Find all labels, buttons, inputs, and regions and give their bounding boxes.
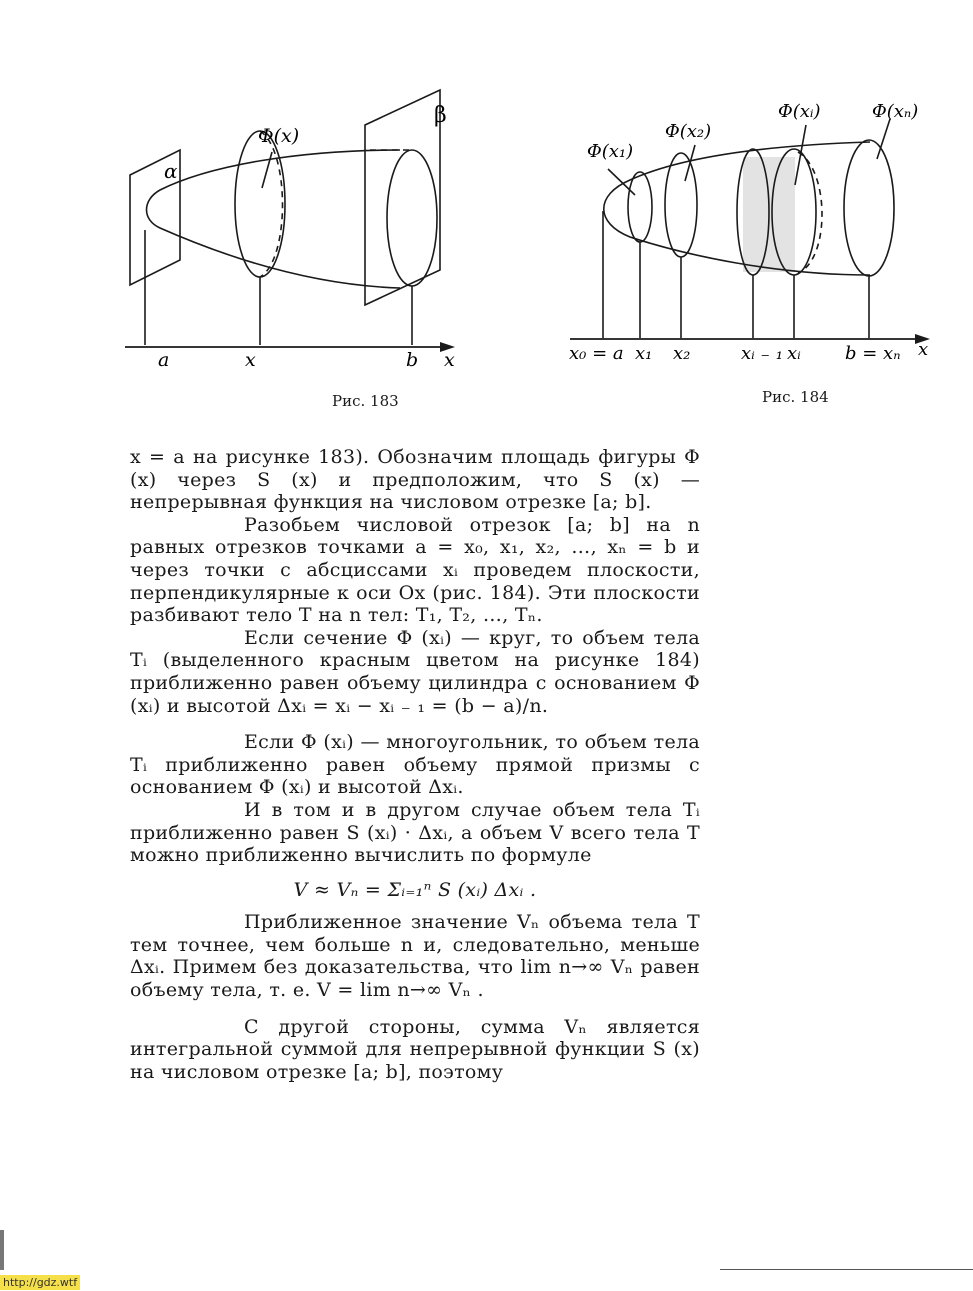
figure-183: [100, 80, 480, 380]
figure-184: [565, 95, 945, 375]
label-phi-xn: Φ(xₙ): [872, 101, 919, 122]
label-phi-xi: Φ(xᵢ): [778, 101, 821, 122]
tick-xi: xᵢ: [787, 343, 801, 364]
paragraph-3: Если сечение Φ (xᵢ) — круг, то объем тела Tᵢ (выделенного красным цветом на рисунке 184) приближенно равен объему цилиндра с основанием Φ (xᵢ) и высотой Δxᵢ = xᵢ − xᵢ ₋ ₁ = (b − a)/n.: [130, 626, 700, 717]
tick-x: x: [245, 349, 256, 371]
label-alpha: α: [164, 159, 178, 183]
tick-x0-a: x₀ = a: [569, 343, 624, 364]
paragraph-1: x = a на рисунке 183). Обозначим площадь фигуры Φ (x) через S (x) и предположим, что S (x) — непрерывная функция на числовом отрезке [a; b].: [130, 446, 700, 514]
label-phi-x1: Φ(x₁): [587, 141, 634, 162]
tick-a: a: [158, 349, 170, 371]
caption-184: Рис. 184: [762, 388, 829, 406]
section-x1: [628, 172, 652, 242]
section-xn: [844, 140, 894, 276]
plane-beta: [365, 90, 440, 305]
paragraph-4: Если Φ (xᵢ) — многоугольник, то объем тела Tᵢ приближенно равен объему прямой призмы с основанием Φ (xᵢ) и высотой Δxᵢ.: [130, 731, 700, 799]
section-x2: [665, 153, 697, 257]
bottom-rule: [720, 1269, 973, 1270]
scan-edge: [0, 1230, 4, 1270]
tick-b-xn: b = xₙ: [845, 343, 901, 364]
watermark: http://gdz.wtf: [0, 1275, 80, 1290]
cross-section-x: [235, 131, 285, 277]
axis-label-x: x: [444, 349, 455, 371]
body-text: [130, 446, 700, 1083]
paragraph-5: И в том и в другом случае объем тела Tᵢ приближенно равен S (xᵢ) · Δxᵢ, а объем V всего тела T можно приближенно вычислить по формуле: [130, 798, 700, 867]
paragraph-7: С другой стороны, сумма Vₙ является интегральной суммой для непрерывной функции S (x) на числовом отрезке [a; b], поэтому: [130, 1015, 700, 1083]
label-phi-x: Φ(x): [258, 125, 300, 147]
paragraph-2: Разобьем числовой отрезок [a; b] на n равных отрезков точками a = x₀, x₁, x₂, …, xₙ = b и через точки с абсциссами xᵢ проведем плоскости, перпендикулярные к оси Ox (рис. 184). Эти плоскости разбивают тело T на n тел: T₁, T₂, …, Tₙ.: [130, 513, 700, 627]
tick-xi-1: xᵢ ₋ ₁: [741, 343, 783, 364]
axis-label-x: x: [918, 339, 929, 360]
label-beta: β: [434, 103, 447, 128]
tick-b: b: [406, 349, 419, 371]
paragraph-6: Приближенное значение Vₙ объема тела T тем точнее, чем больше n и, следовательно, меньше Δxᵢ. Примем без доказательства, что lim n→∞ Vₙ равен объему тела, т. е. V = lim n→∞ Vₙ .: [130, 911, 700, 1002]
label-phi-x2: Φ(x₂): [665, 121, 712, 142]
caption-183: Рис. 183: [332, 392, 399, 410]
volume-formula: V ≈ Vₙ = Σᵢ₌₁ⁿ S (xᵢ) Δxᵢ .: [293, 878, 537, 901]
tick-x2: x₂: [673, 343, 691, 364]
tick-x1: x₁: [635, 343, 653, 364]
cross-section-b: [387, 150, 437, 286]
